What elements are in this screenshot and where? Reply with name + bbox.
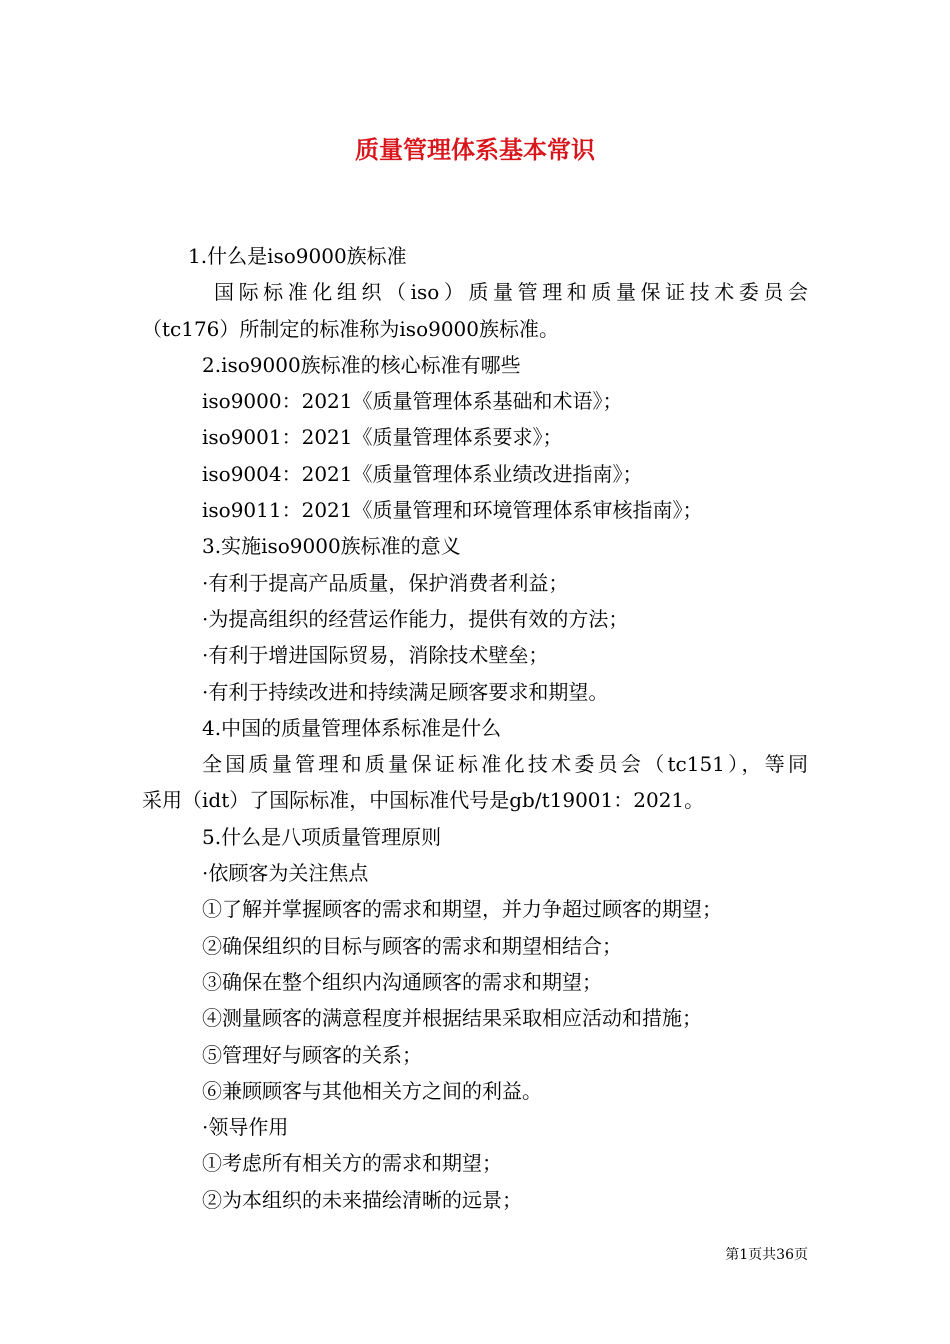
heading-q4: 4.中国的质量管理体系标准是什么 (202, 715, 502, 740)
page-number: 第1页共36页 (725, 1247, 808, 1263)
bullet-item: ·有利于持续改进和持续满足顾客要求和期望。 (202, 679, 609, 704)
paragraph-line: 全国质量管理和质量保证标准化技术委员会（tc151），等同 (202, 752, 808, 777)
heading-q5: 5.什么是八项质量管理原则 (202, 824, 442, 849)
paragraph-line: 采用（idt）了国际标准，中国标准代号是gb/t19001：2021。 (142, 788, 705, 813)
list-item: iso9004：2021《质量管理体系业绩改进指南》； (202, 461, 643, 486)
paragraph-line: （tc176）所制定的标准称为iso9000族标准。 (142, 316, 560, 341)
numbered-item: ①了解并掌握顾客的需求和期望，并力争超过顾客的期望； (202, 897, 722, 922)
bullet-item: ·依顾客为关注焦点 (202, 861, 369, 886)
numbered-item: ③确保在整个组织内沟通顾客的需求和期望； (202, 969, 602, 994)
list-item: iso9000：2021《质量管理体系基础和术语》； (202, 389, 623, 414)
numbered-item: ①考虑所有相关方的需求和期望； (202, 1151, 502, 1176)
heading-q1: 1.什么是iso9000族标准 (188, 244, 407, 268)
list-item: iso9001：2021《质量管理体系要求》； (202, 425, 563, 450)
numbered-item: ⑥兼顾顾客与其他相关方之间的利益。 (202, 1078, 542, 1103)
document-body (142, 238, 808, 1218)
document-title: 质量管理体系基本常识 (355, 135, 595, 164)
bullet-item: ·领导作用 (202, 1115, 289, 1140)
numbered-item: ②确保组织的目标与顾客的需求和期望相结合； (202, 933, 622, 958)
bullet-item: ·有利于提高产品质量，保护消费者利益； (202, 570, 569, 595)
numbered-item: ②为本组织的未来描绘清晰的远景； (202, 1187, 522, 1212)
heading-q2: 2.iso9000族标准的核心标准有哪些 (202, 352, 521, 377)
list-item: iso9011：2021《质量管理和环境管理体系审核指南》； (202, 498, 703, 523)
bullet-item: ·有利于增进国际贸易，消除技术壁垒； (202, 643, 549, 668)
numbered-item: ④测量顾客的满意程度并根据结果采取相应活动和措施； (202, 1006, 702, 1031)
paragraph-line: 国际标准化组织（iso）质量管理和质量保证技术委员会 (214, 280, 808, 305)
numbered-item: ⑤管理好与顾客的关系； (202, 1042, 422, 1067)
bullet-item: ·为提高组织的经营运作能力，提供有效的方法； (202, 606, 629, 631)
heading-q3: 3.实施iso9000族标准的意义 (202, 534, 461, 559)
